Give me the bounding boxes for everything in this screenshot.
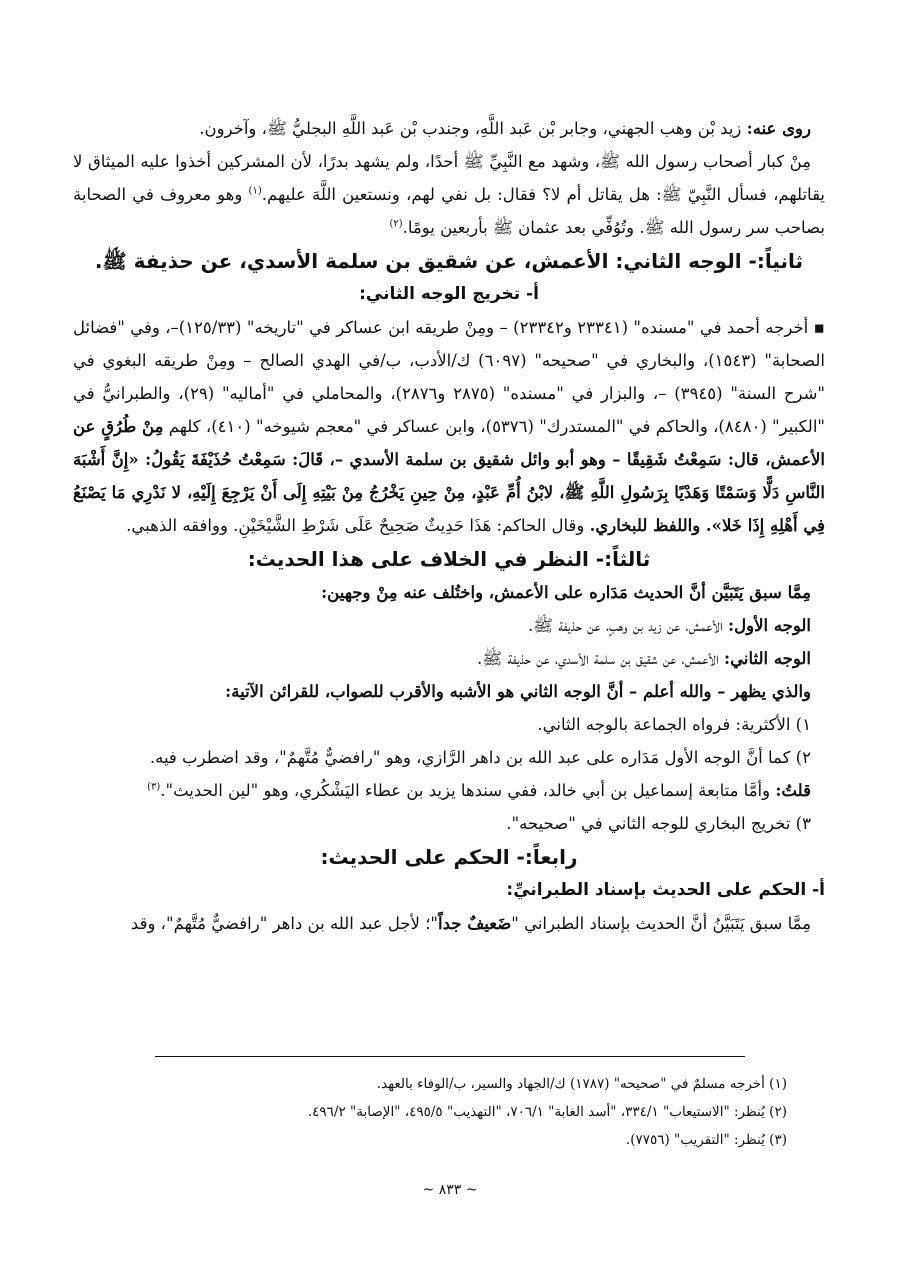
footnote-ref-2: (٢) xyxy=(389,218,403,230)
section-2-heading xyxy=(73,244,825,278)
section-4-subheading: أ- الحكم على الحديث بإسناد الطبرانيِّ: xyxy=(506,880,825,900)
conclusion-text: والذي يظهر – والله أعلم – أنَّ الوجه الثاني هو الأشبه والأقرب للصواب، للقرائن الآتية: xyxy=(225,682,811,701)
section-4-heading xyxy=(73,840,825,874)
footnote-3: (٣) يُنظر: "التقريب" (٧٧٥٦). xyxy=(625,1132,787,1148)
section-4-heading-end: : xyxy=(320,845,329,869)
footnote-ref-3: (٣) xyxy=(147,781,161,793)
section-3-heading xyxy=(73,542,825,576)
section-4-heading-bold: رابعاً:- الحكم على الحديث xyxy=(328,845,578,869)
section-2-heading-rest: : الأعمش، عن شقيق بن سلمة الأسدي، عن حذيفة ﷺ. xyxy=(94,249,624,273)
ruling-text-b: "؛ لأجل عبد الله بن داهر "رافضيٌّ مُتَّهمٌ"، وقد xyxy=(130,914,439,933)
takhrij-paragraph xyxy=(73,311,825,542)
disagreement-intro: مِمَّا سبق يَتَبَيَّن أنَّ الحديث مَدَاره على الأعمش، واختُلف عنه مِنْ وجهين: xyxy=(321,583,811,602)
page-number: ~ ٨٣٣ ~ xyxy=(422,1182,478,1198)
footnote-ref-1: (١) xyxy=(248,185,262,197)
narrators-label: روى عنه: xyxy=(746,119,811,138)
footnote-separator xyxy=(155,1056,745,1057)
footnote-2: (٢) يُنظر: "الاستيعاب" ٣٣٤/١، "أسد الغابة" ٧٠٦/١، "التهذيب" ٤٩٥/٥، "الإصابة" ٤٩٦/٢. xyxy=(307,1104,787,1120)
narrators-paragraph xyxy=(73,112,825,145)
ruling-text-a: مِمَّا سبق يَتَبَيَّنُ أنَّ الحديث بإسناد الطبراني " xyxy=(511,914,811,933)
evidence-item-3: ٣) تخريج البخاري للوجه الثاني في "صحيحه". xyxy=(506,814,811,833)
narrators-text: زيد بْن وهب الجهني، وجابر بْن عَبد اللَّهِ، وجندب بْن عَبد اللَّهِ البجليُّ ﷺ، وآخرون. xyxy=(199,119,747,138)
ruling-grade: ضَعيفٌ جداً xyxy=(438,914,512,933)
first-way-text: الأعمش، عن زيد بن وهبٍ، عن حذيفة ﷺ. xyxy=(527,616,729,635)
second-way xyxy=(73,642,825,675)
section-2-subheading: أ- تخريج الوجه الثاني: xyxy=(359,284,539,304)
hadith-text: مِنْ طُرُقٍ عن الأعمش، قال: سَمِعْتُ شَقِيقًا – وهو أبو وائل شقيق بن سلمة الأسدي –، قَالَ: سَمِعْتُ حُذَيْفَةَ يَقُولُ: «إِنَّ أَشْبَهَ النَّاسِ دَلًّا وَسَمْتًا وَهَدْيًا بِرَسُولِ اللَّهِ ﷺ، لابْنُ أُمِّ عَبْدٍ، مِنْ حِينِ يَخْرُجُ مِنْ بَيْتِهِ إِلَى أَنْ يَرْجِعَ إِلَيْهِ، لا نَدْرِي مَا يَصْنَعُ فِي أَهْلِهِ إِذَا خَلا». واللفظ للبخاري. xyxy=(73,417,825,535)
ruling-paragraph xyxy=(73,907,825,940)
footnotes xyxy=(87,1070,787,1154)
author-note xyxy=(73,774,825,807)
biography-text: مِنْ كبار أصحاب رسول الله ﷺ، وشهد مع النَّبِيِّ ﷺ أحدًا، ولم يشهد بدرًا، لأن المشركين أخذوا عليه الميثاق لا يقاتلهم، فسأل النَّبِيّ ﷺ: هل يقاتل أم لا؟ فقال: بل نفي لهم، ونستعين اللَّهَ عليهم. xyxy=(73,152,826,204)
main-text xyxy=(73,112,825,940)
author-note-text: وأمَّا متابعة إسماعيل بن أبي خالد، ففي سندها يزيد بن عطاء اليَشْكُري، وهو "لين الحديث". xyxy=(160,781,776,800)
second-way-text: الأعمش، عن شقيق بن سلمة الأسدي، عن حذيفة ﷺ. xyxy=(477,649,725,668)
second-way-label: الوجه الثاني: xyxy=(724,649,811,668)
section-3-heading-bold: ثالثاً:- النظر في الخلاف على هذا الحديث xyxy=(255,547,651,571)
evidence-item-2: ٢) كما أنَّ الوجه الأول مَدَاره على عبد الله بن داهر الرَّازي، وهو "رافضيٌّ مُتَّهمٌ"، وقد اضطرب فيه. xyxy=(149,748,811,767)
biography-paragraph xyxy=(73,145,825,244)
author-note-label: قلتُ: xyxy=(775,781,811,800)
biography-text-2: وهو معروف في الصحابة بصاحب سر رسول الله ﷺ. وتُوُفِّي بعد عثمان ﷺ بأربعين يومًا. xyxy=(73,185,825,237)
first-way xyxy=(73,609,825,642)
section-3-heading-end: : xyxy=(247,547,256,571)
section-2-heading-bold: ثانياً:- الوجه الثاني xyxy=(623,249,804,273)
first-way-label: الوجه الأول: xyxy=(728,616,811,635)
takhrij-text-2: وقال الحاكم: هَذَا حَدِيثٌ صَحِيحٌ عَلَى شَرْطِ الشَّيْخَيْنِ. ووافقه الذهبي. xyxy=(126,516,590,535)
takhrij-text: ▪ أخرجه أحمد في "مسنده" (٢٣٣٤١ و٢٣٣٤٢) – ومِنْ طريقه ابن عساكر في "تاريخه" (١٢٥/٣٣)–، وفي "فضائل الصحابة" (١٥٤٣)، والبخاري في "صحيحه" (٦٠٩٧) ك/الأدب، ب/في الهدي الصالح – ومِنْ طريقه البغوي في "شرح السنة" (٣٩٤٥) –، والبزار في "مسنده" (٢٨٧٥ و٢٨٧٦)، والمحاملي في "أماليه" (٢٩)، والطبرانيُّ في "الكبير" (٨٤٨٠)، والحاكم في "المستدرك" (٥٣٧٦)، وابن عساكر في "معجم شيوخه" (٤١٠)، كلهم xyxy=(73,318,826,436)
footnote-1: (١) أخرجه مسلمٌ في "صحيحه" (١٧٨٧) ك/الجهاد والسير، ب/الوفاء بالعهد. xyxy=(376,1076,787,1092)
evidence-item-1: ١) الأكثرية: فرواه الجماعة بالوجه الثاني. xyxy=(537,715,811,734)
